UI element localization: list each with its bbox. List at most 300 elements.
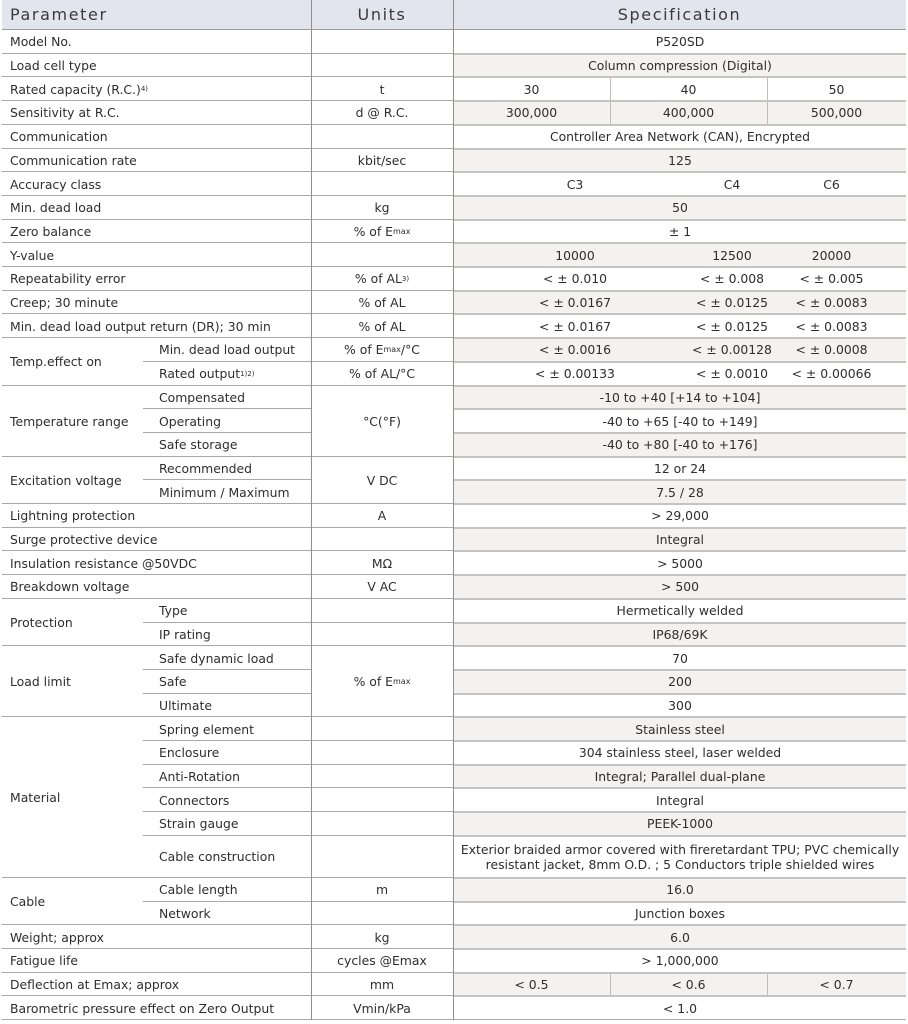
parameter-label [2,101,311,125]
group-label [2,457,143,504]
parameter-text: Breakdown voltage [10,579,130,595]
row-divider [2,574,311,575]
parameter-label [2,243,311,267]
units-value [311,717,453,741]
spec-value [454,878,906,902]
units-value [311,765,453,789]
sub-row-divider [143,901,311,902]
row-divider [311,948,453,949]
spec-value [454,125,906,149]
spec-value-3 [797,314,866,338]
spec-value-2 [667,338,797,362]
spec-value-2 [667,172,797,196]
units-value [311,836,453,878]
group-label-text: Excitation voltage [10,472,122,488]
spec-value-text: < 0.6 [671,976,706,992]
sub-parameter-label [151,878,311,902]
spec-value-1 [453,101,610,125]
row-divider [311,527,453,528]
units-suffix: /°C [400,342,420,358]
spec-divider [767,101,768,125]
table-bottom-border [2,1019,906,1020]
spec-value-2 [610,973,767,997]
spec-value-3 [797,243,866,267]
sub-parameter-text: Minimum / Maximum [159,484,290,500]
sub-parameter-text: Safe [159,674,187,690]
sub-parameter-label [151,386,311,410]
spec-value [454,149,906,173]
row-divider [2,148,311,149]
spec-value-3 [797,172,866,196]
spec-value-text: < ± 0.00133 [535,366,615,382]
row-divider [454,924,906,926]
sub-parameter-label [151,694,311,718]
group-label-text: Material [10,790,61,806]
units-text: V DC [366,472,398,488]
parameter-text: Min. dead load [10,200,102,216]
row-divider [454,740,906,742]
spec-value-text: < ± 0.005 [799,271,864,287]
row-divider [454,527,906,529]
units-value [311,172,453,196]
units-text: kg [374,200,390,216]
units-value [311,788,453,812]
spec-value [454,457,906,481]
header-units: Units [311,0,453,30]
spec-value-text: 40 [680,81,697,97]
group-label-text: Temp.effect on [10,354,102,370]
spec-value [454,646,906,670]
header-parameter: Parameter [2,0,311,30]
spec-value [454,996,906,1020]
spec-value [454,902,906,926]
row-divider [454,995,906,997]
parameter-text: Min. dead load output return (DR); 30 min [10,318,271,334]
spec-value [454,528,906,552]
units-text: % of AL [358,295,406,311]
spec-value-text: C4 [723,176,741,192]
parameter-text: Communication [10,129,108,145]
parameter-label [2,220,311,244]
spec-value-text: 50 [828,81,845,97]
row-divider [311,266,453,267]
spec-value-text: C3 [566,176,584,192]
units-subscript: max [393,677,411,687]
spec-divider [610,973,611,997]
sub-parameter-text: Cable construction [159,849,276,865]
sub-row-divider [143,764,311,765]
spec-value-text: C6 [823,176,840,192]
parameter-text: Surge protective device [10,532,158,548]
row-divider [311,716,453,717]
spec-value-text: IP68/69K [652,626,708,642]
row-divider [454,787,906,789]
row-divider [311,171,453,172]
units-value [311,812,453,836]
spec-value-2 [667,243,797,267]
parameter-label [2,267,311,291]
row-divider [311,924,453,925]
header-specification: Specification [453,0,906,30]
spec-value-text: < ± 0.0125 [696,295,768,311]
row-divider [2,716,311,717]
sub-parameter-label [151,741,311,765]
sub-parameter-text: Type [159,603,188,619]
spec-value-3 [797,267,866,291]
sub-parameter-label [151,836,311,878]
parameter-text: Load cell type [10,58,97,74]
row-divider [311,787,453,788]
units-text: kbit/sec [357,152,407,168]
row-divider [454,148,906,150]
group-label-text: Load limit [10,674,71,690]
units-value [311,996,453,1020]
sub-parameter-label [151,623,311,647]
sub-parameter-label [151,902,311,926]
spec-value-2 [667,314,797,338]
spec-value [454,409,906,433]
row-divider [2,385,311,386]
sub-row-divider [143,669,311,670]
units-value [311,77,453,101]
row-divider [311,76,453,77]
group-label [2,599,143,646]
sub-row-divider [143,693,311,694]
spec-value-text: 7.5 / 28 [656,484,704,500]
spec-value-1 [483,291,667,315]
parameter-text: Deflection at Emax; approx [10,976,180,992]
spec-value-text: Integral; Parallel dual-plane [594,769,766,785]
spec-value-text: 200 [668,674,692,690]
row-divider [2,527,311,528]
parameter-label [2,575,311,599]
specification-table [2,0,906,1022]
spec-value-text: Column compression (Digital) [588,58,772,74]
group-label [2,878,143,925]
units-value [311,338,453,362]
spec-value-text: < ± 0.010 [542,271,608,287]
sub-row-divider [143,432,311,433]
spec-value-text: P520SD [655,34,705,50]
spec-value-3 [767,101,906,125]
spec-value-1 [483,267,667,291]
units-value [311,575,453,599]
row-divider [454,195,906,197]
spec-value-text: 400,000 [662,105,715,121]
row-divider [2,995,311,996]
spec-value-text: < ± 0.00128 [692,342,772,358]
sub-parameter-text: Enclosure [159,745,220,761]
row-divider [2,124,311,125]
spec-value-text: > 29,000 [651,508,709,524]
units-text: % of AL [354,271,402,287]
parameter-text: Lightning protection [10,508,136,524]
parameter-text: Sensitivity at R.C. [10,105,120,121]
row-divider [454,574,906,576]
row-divider [2,456,311,457]
row-divider [2,266,311,267]
spec-value [454,433,906,457]
group-label [2,717,143,878]
row-divider [311,148,453,149]
units-value [311,973,453,997]
group-label-text: Cable [10,893,46,909]
spec-value-text: > 500 [661,579,699,595]
row-divider [311,456,453,457]
column-divider [453,0,454,1020]
units-value [311,54,453,78]
units-text: % of E [353,674,393,690]
parameter-text: Zero balance [10,223,92,239]
sub-parameter-text: Compensated [159,389,246,405]
row-divider [454,432,906,434]
row-divider [2,972,311,973]
spec-value-text: Stainless steel [635,721,725,737]
parameter-text: Accuracy class [10,176,102,192]
units-text: % of E [344,342,384,358]
row-divider [454,645,906,647]
units-text: Vmin/kPa [353,1000,411,1016]
row-divider [454,385,906,387]
row-divider [2,219,311,220]
units-value [311,902,453,926]
sub-row-divider [143,622,311,623]
parameter-text: Barometric pressure effect on Zero Output [10,1000,275,1016]
row-divider [311,503,453,504]
parameter-label [2,996,311,1020]
row-divider [311,385,453,386]
spec-value-text: 304 stainless steel, laser welded [578,745,782,761]
spec-value-2 [610,101,767,125]
parameter-text: Repeatability error [10,271,126,287]
group-label-text: Temperature range [10,413,129,429]
sub-row-divider [143,361,311,362]
units-value: % of AL 3) [354,271,410,287]
parameter-label [2,949,311,973]
sub-parameter-text: Network [159,905,211,921]
spec-value-text: Integral [656,532,704,548]
spec-value-2 [667,267,797,291]
spec-value [454,196,906,220]
row-divider [311,195,453,196]
parameter-label [2,925,311,949]
row-divider [2,290,311,291]
units-value [311,551,453,575]
row-divider [2,598,311,599]
units-value [311,314,453,338]
row-divider [311,740,453,741]
row-divider [454,948,906,950]
sub-parameter-text: Safe storage [159,437,238,453]
units-value [311,196,453,220]
units-value [311,925,453,949]
sub-parameter-text: IP rating [159,626,211,642]
sub-parameter-label [151,717,311,741]
row-divider [454,550,906,552]
units-text: % of AL [358,318,406,334]
row-divider [454,479,906,481]
group-label-text: Protection [10,614,73,630]
units-subscript: max [383,345,401,355]
row-divider [311,337,453,338]
sub-parameter-text: Rated output [159,366,241,382]
parameter-label [2,30,311,54]
sub-row-divider [143,787,311,788]
sub-parameter-label [151,409,311,433]
spec-divider [610,77,611,101]
row-divider [454,100,906,102]
units-value [311,362,453,386]
units-value [311,741,453,765]
spec-value [454,386,906,410]
sub-parameter-text: Min. dead load output [159,342,296,358]
sub-parameter-text: Cable length [159,882,238,898]
spec-value-1 [483,314,667,338]
row-divider [311,622,453,623]
sub-parameter-text: Spring element [159,721,255,737]
row-divider [311,995,453,996]
spec-value-text: -10 to +40 [+14 to +104] [599,389,761,405]
sub-parameter-label [151,812,311,836]
spec-value [454,623,906,647]
units-text: MΩ [371,555,393,571]
row-divider [311,645,453,646]
spec-value-text: 125 [668,152,692,168]
sub-parameter-text: Ultimate [159,697,212,713]
parameter-label [2,973,311,997]
spec-value-text: < 0.5 [514,976,549,992]
spec-value-3 [791,362,872,386]
units-text: m [375,882,389,898]
units-text: t [379,81,385,97]
spec-value-text: < 0.7 [819,976,854,992]
units-text: A [377,508,387,524]
spec-value-1 [483,243,667,267]
spec-value-text: PEEK-1000 [647,816,713,832]
row-divider [454,503,906,505]
spec-value-text: 12500 [712,247,752,263]
units-value [311,599,453,623]
row-divider [311,550,453,551]
parameter-label [2,528,311,552]
row-divider [311,877,453,878]
row-divider [454,337,906,339]
row-divider [311,100,453,101]
spec-value-text: < ± 0.0010 [696,366,768,382]
spec-value-3 [797,338,866,362]
spec-value-1 [483,172,667,196]
row-divider [2,242,311,243]
spec-value [454,599,906,623]
row-divider [454,361,906,363]
row-divider [311,361,453,362]
spec-value [454,788,906,812]
sub-parameter-label [151,338,311,362]
sub-parameter-label [151,670,311,694]
parameter-label [2,172,311,196]
spec-value [454,551,906,575]
sub-row-divider [143,408,311,409]
units-text: % of E [353,223,393,239]
spec-value-text: < ± 0.008 [699,271,765,287]
sub-parameter-label [151,457,311,481]
row-divider [311,313,453,314]
units-value [311,125,453,149]
parameter-label [2,504,311,528]
row-divider [454,811,906,813]
parameter-text: Rated capacity (R.C.) [10,81,141,97]
row-divider [2,503,311,504]
spec-value-text: < ± 0.0008 [795,342,868,358]
parameter-label [2,314,311,338]
spec-value [454,765,906,789]
row-divider [454,219,906,221]
spec-value [454,670,906,694]
spec-value-text: < ± 0.0167 [539,318,611,334]
row-divider [454,266,906,268]
parameter-text: Communication rate [10,152,137,168]
spec-value-text: 20000 [811,247,852,263]
row-divider [454,456,906,458]
group-label [2,646,143,717]
row-divider [454,622,906,624]
sub-parameter-text: Anti-Rotation [159,769,240,785]
parameter-label [2,125,311,149]
spec-value-text: < ± 0.0016 [539,342,611,358]
parameter-label: Rated capacity (R.C.) 4) [10,81,149,97]
spec-value [454,575,906,599]
units-value [311,149,453,173]
row-divider [311,835,453,836]
row-divider [311,290,453,291]
spec-value-text: -40 to +80 [-40 to +176] [602,437,758,453]
spec-value-text: 6.0 [670,929,690,945]
units-text: cycles @Emax [337,953,427,969]
spec-value-1 [453,973,610,997]
sub-row-divider [143,479,311,480]
spec-value-text: 70 [672,650,688,666]
row-divider [2,924,311,925]
row-divider [311,811,453,812]
sub-parameter-text: Operating [159,413,221,429]
row-divider [2,76,311,77]
parameter-label [2,551,311,575]
sub-parameter-label [151,788,311,812]
sub-parameter-label [151,480,311,504]
row-divider [454,716,906,718]
sub-parameter-text: Strain gauge [159,816,239,832]
parameter-label [2,196,311,220]
row-divider [2,337,311,338]
column-divider [311,0,312,1020]
spec-value-text: Hermetically welded [616,603,744,619]
row-divider [454,242,906,244]
row-divider [454,124,906,126]
row-divider [454,835,906,837]
spec-value-text: 300 [668,697,692,713]
units-value [311,878,453,902]
row-divider [311,972,453,973]
sub-row-divider [143,740,311,741]
units-value [311,949,453,973]
parameter-label [2,54,311,78]
row-divider [2,53,311,54]
row-divider [454,171,906,173]
group-label [2,338,143,385]
sub-parameter-label [151,433,311,457]
sub-row-divider [143,835,311,836]
units-text: °C(°F) [363,413,401,429]
